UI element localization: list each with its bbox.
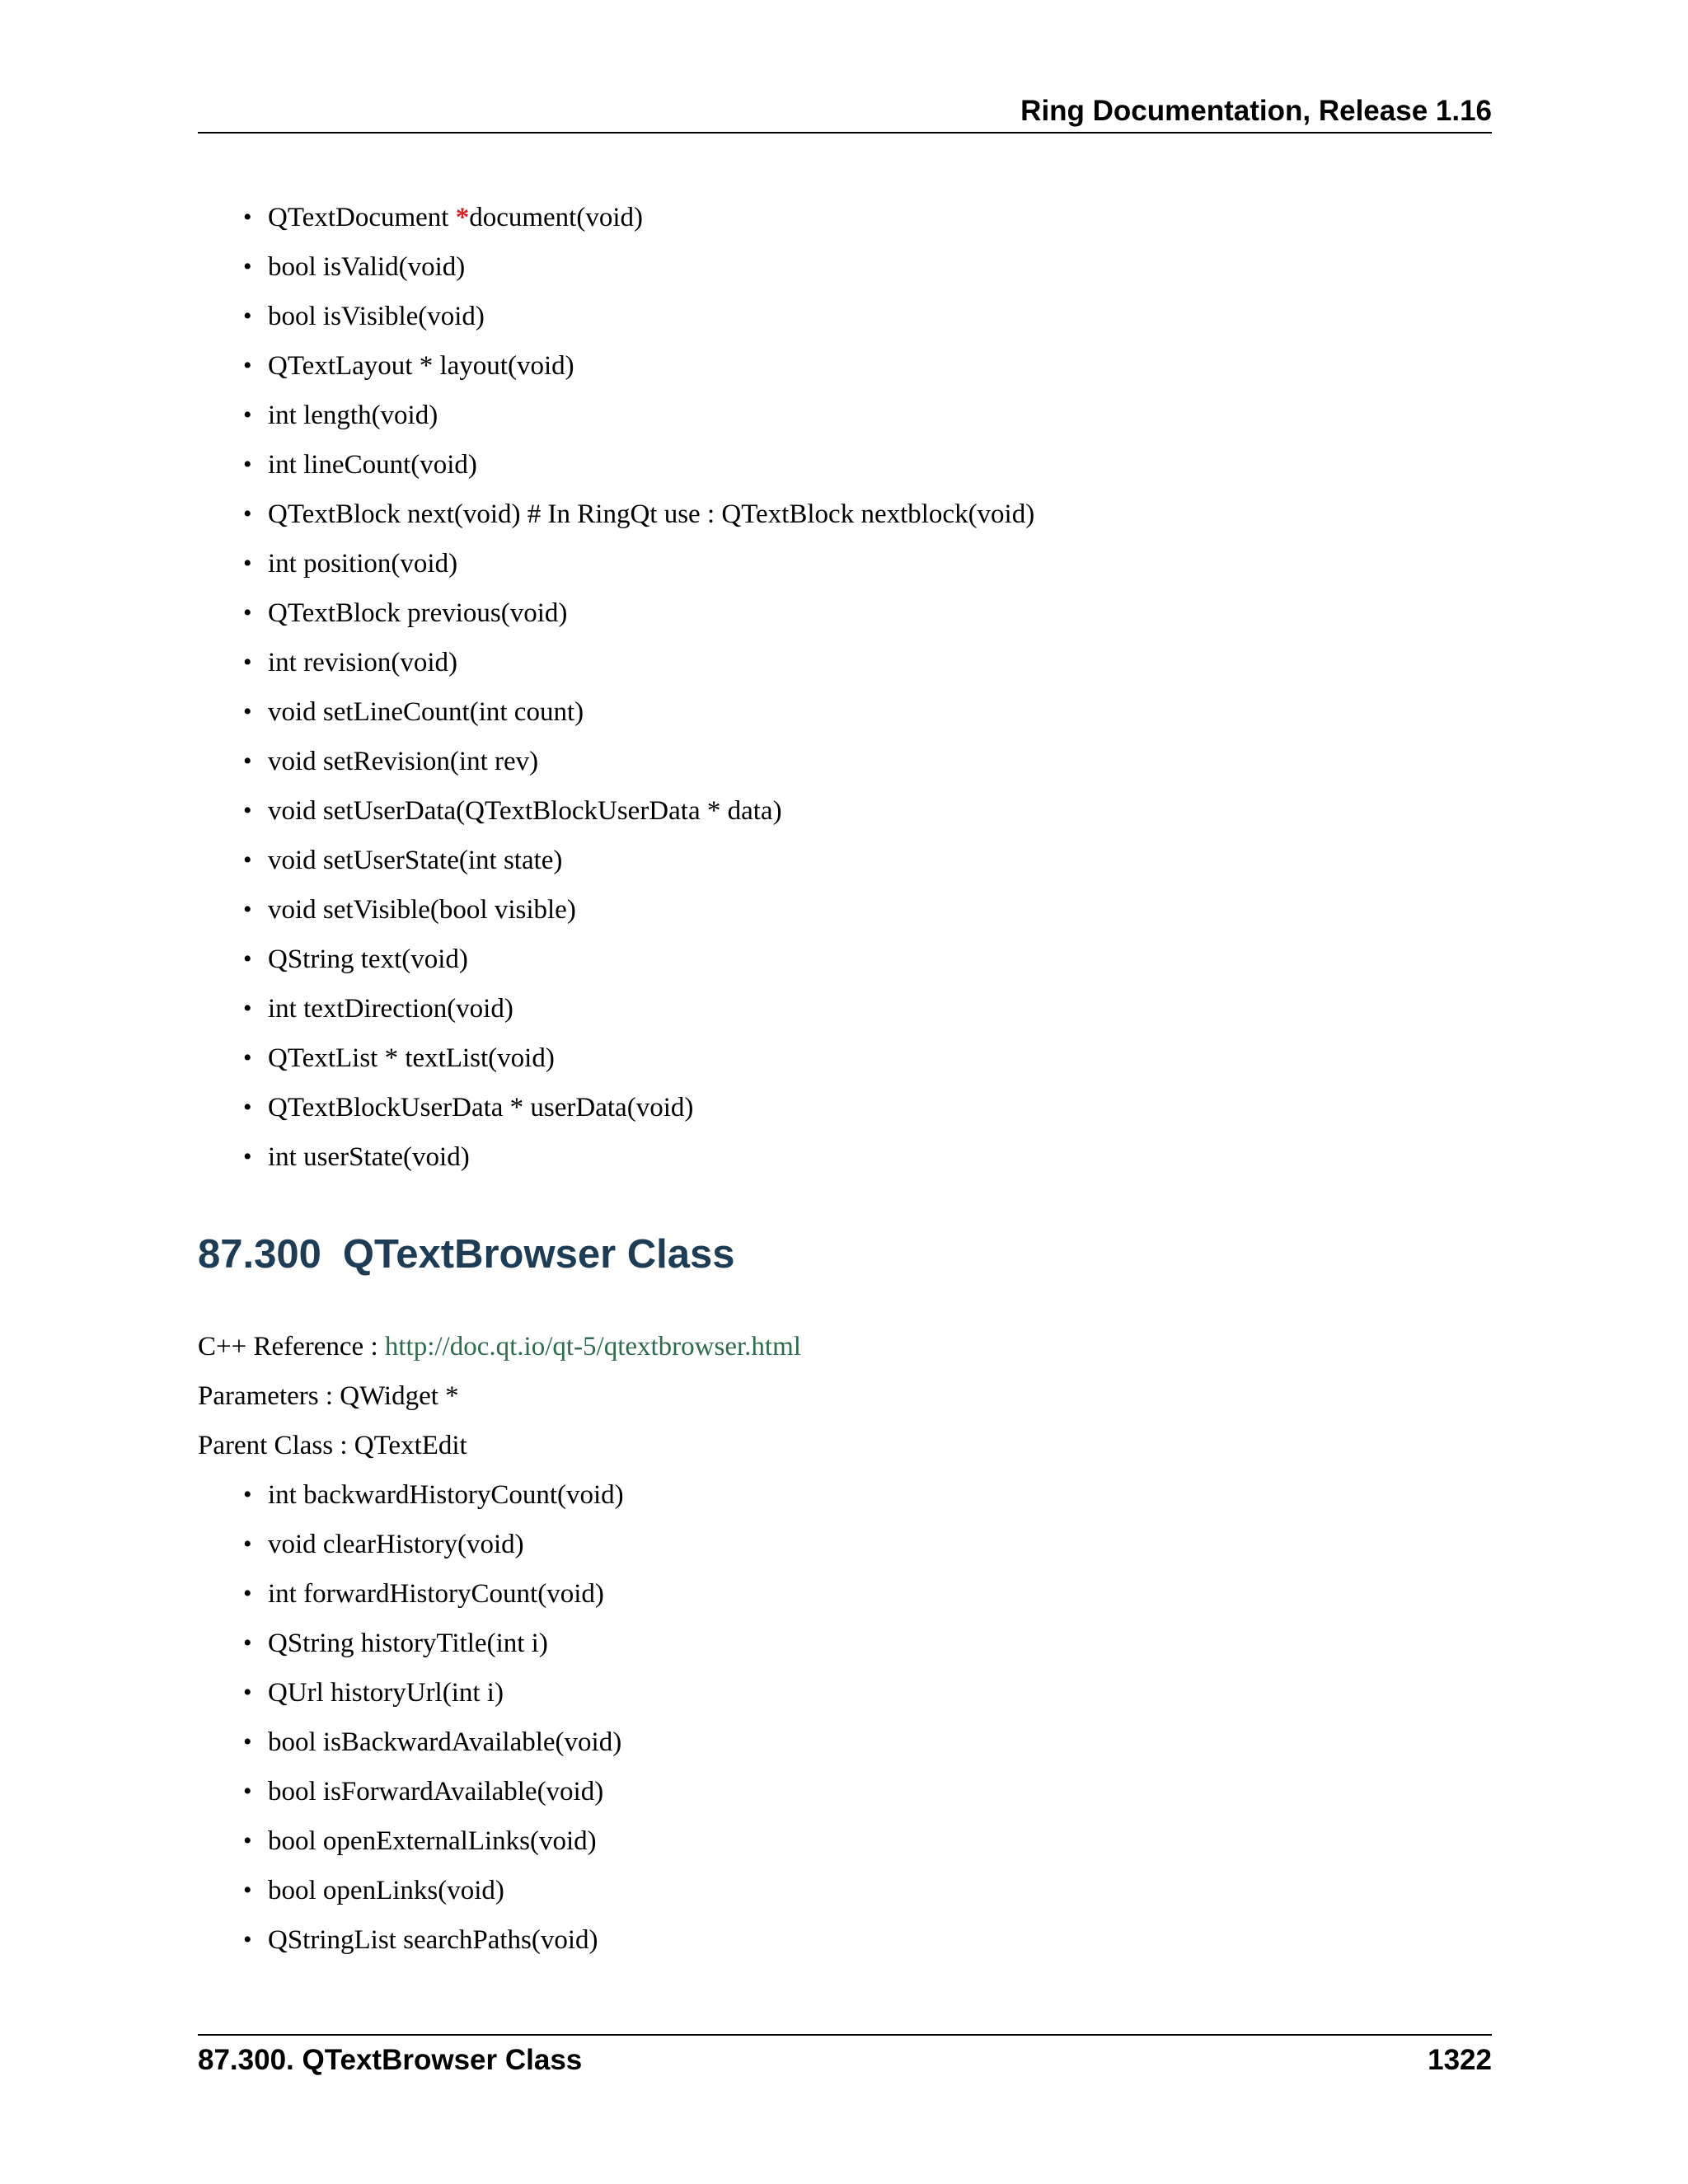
list-item: • int length(void) [243, 391, 1034, 440]
section-heading [198, 1230, 735, 1279]
list-item: • bool isBackwardAvailable(void) [243, 1718, 624, 1767]
method-list [243, 193, 1034, 1182]
section-number: 87.300 [198, 1232, 321, 1277]
list-item: • bool isVisible(void) [243, 292, 1034, 341]
cpp-reference [198, 1322, 801, 1371]
list-item: • void setLineCount(int count) [243, 687, 1034, 737]
list-item: • void clearHistory(void) [243, 1520, 624, 1569]
list-item: • int userState(void) [243, 1132, 1034, 1182]
list-item: • void setUserData(QTextBlockUserData * data) [243, 786, 1034, 836]
list-item: • QString historyTitle(int i) [243, 1619, 624, 1668]
document-title: Ring Documentation, Release 1.16 [1020, 95, 1492, 127]
parameters-line: Parameters : QWidget * [198, 1381, 459, 1411]
parent-class-line: Parent Class : QTextEdit [198, 1431, 467, 1460]
list-item: • int revision(void) [243, 638, 1034, 687]
list-item: • void setVisible(bool visible) [243, 885, 1034, 935]
reference-link[interactable]: http://doc.qt.io/qt-5/qtextbrowser.html [384, 1332, 801, 1361]
list-item: • bool openLinks(void) [243, 1866, 624, 1915]
section-title: QTextBrowser Class [342, 1232, 735, 1277]
pointer-star: * [455, 203, 470, 232]
list-item: • QUrl historyUrl(int i) [243, 1668, 624, 1718]
list-item: • QTextBlock next(void) # In RingQt use : QTextBlock nextblock(void) [243, 490, 1034, 539]
list-item: • bool isValid(void) [243, 242, 1034, 292]
list-item: • QTextBlock previous(void) [243, 588, 1034, 638]
list-item: • int lineCount(void) [243, 440, 1034, 490]
list-item [243, 193, 1034, 242]
page-number: 1322 [1428, 2044, 1492, 2076]
list-item: • QStringList searchPaths(void) [243, 1915, 624, 1965]
list-item: • void setUserState(int state) [243, 836, 1034, 885]
page-footer [198, 2034, 1492, 2085]
reference-label: C++ Reference : [198, 1332, 385, 1361]
list-item: • bool isForwardAvailable(void) [243, 1767, 624, 1816]
list-item-text: QTextDocument [268, 203, 456, 232]
list-item: • int textDirection(void) [243, 984, 1034, 1033]
page-header [198, 91, 1492, 134]
list-item: • int backwardHistoryCount(void) [243, 1470, 624, 1520]
list-item-text: document(void) [469, 203, 643, 232]
list-item: • bool openExternalLinks(void) [243, 1816, 624, 1866]
list-item: • QTextList * textList(void) [243, 1033, 1034, 1083]
footer-section-label: 87.300. QTextBrowser Class [198, 2044, 583, 2076]
method-list [243, 1470, 624, 1965]
list-item: • void setRevision(int rev) [243, 737, 1034, 786]
list-item: • QString text(void) [243, 935, 1034, 984]
list-item: • QTextLayout * layout(void) [243, 341, 1034, 391]
list-item: • QTextBlockUserData * userData(void) [243, 1083, 1034, 1132]
list-item: • int position(void) [243, 539, 1034, 588]
list-item: • int forwardHistoryCount(void) [243, 1569, 624, 1619]
